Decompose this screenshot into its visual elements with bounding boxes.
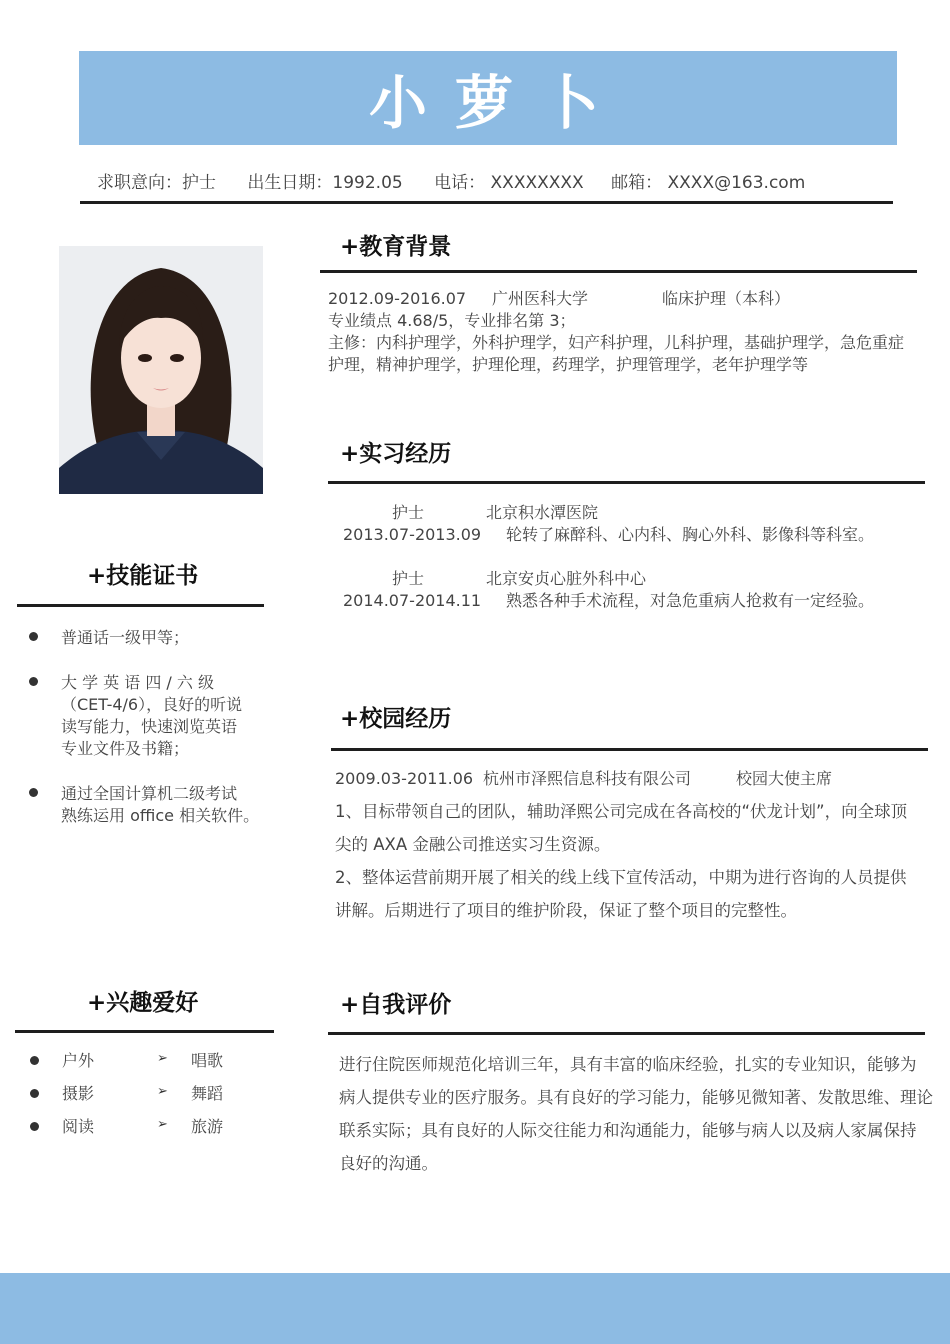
skill-3-line2: 熟练运用 office 相关软件。 (61, 806, 260, 825)
campus-org: 杭州市泽熙信息科技有限公司 (483, 769, 692, 788)
email: 邮箱： XXXX@163.com (611, 173, 806, 193)
skills-heading: +技能证书 (87, 563, 199, 589)
education-period: 2012.09-2016.07 (328, 289, 467, 308)
phone: 电话： XXXXXXXX (434, 173, 584, 193)
dot-bullet-icon (29, 632, 38, 641)
campus-p1-line2: 尖的 AXA 金融公司推送实习生资源。 (335, 835, 611, 854)
profile-photo (59, 246, 263, 494)
name-banner (79, 51, 897, 145)
internship-2-desc: 熟悉各种手术流程，对急危重病人抢救有一定经验。 (506, 591, 875, 610)
education-major: 临床护理（本科） (662, 289, 791, 308)
self-eval-heading: +自我评价 (340, 992, 452, 1018)
dot-bullet-icon (29, 677, 38, 686)
portrait-image (59, 246, 263, 494)
contact-info-row (97, 168, 831, 193)
internship-2-period: 2014.07-2014.11 (343, 591, 482, 610)
internship-1-desc: 轮转了麻醉科、心内科、胸心外科、影像科等科室。 (506, 525, 875, 544)
skill-2-line4: 专业文件及书籍； (61, 739, 190, 758)
internship-1-role: 护士 (392, 503, 425, 522)
skill-3-line1: 通过全国计算机二级考试 (61, 784, 238, 803)
footer-band (0, 1273, 950, 1344)
internship-2-role: 护士 (392, 569, 425, 588)
campus-heading: +校园经历 (340, 706, 452, 732)
skill-2-line3: 读写能力，快速浏览英语 (61, 717, 238, 736)
education-gpa: 专业绩点 4.68/5，专业排名第 3； (328, 311, 576, 330)
internship-divider (328, 481, 925, 484)
education-courses-line1: 主修：内科护理学，外科护理学，妇产科护理，儿科护理，基础护理学，急危重症 (328, 333, 905, 352)
candidate-name: 小萝卜 (368, 69, 627, 137)
education-divider (320, 270, 917, 273)
skill-1: 普通话一级甲等； (61, 628, 190, 647)
education-heading: +教育背景 (340, 234, 452, 260)
hobbies-divider (15, 1030, 274, 1033)
header-divider (80, 201, 893, 204)
skill-2-line1: 大 学 英 语 四 / 六 级 (61, 673, 214, 692)
dot-bullet-icon (29, 788, 38, 797)
campus-p2-line2: 讲解。后期进行了项目的维护阶段，保证了整个项目的完整性。 (335, 901, 797, 920)
self-eval-line3: 联系实际；具有良好的人际交往能力和沟通能力，能够与病人以及病人家属保持 (339, 1121, 917, 1140)
dot-bullet-icon (30, 1056, 39, 1065)
campus-p1-line1: 1、目标带领自己的团队，辅助泽熙公司完成在各高校的“伏龙计划”，向全球顶 (335, 802, 908, 821)
arrow-bullet-icon: ➢ (157, 1051, 168, 1066)
self-eval-line1: 进行住院医师规范化培训三年，具有丰富的临床经验，扎实的专业知识，能够为 (339, 1055, 917, 1074)
internship-heading: +实习经历 (340, 441, 452, 467)
skills-divider (17, 604, 264, 607)
hobby-reading: 阅读 (62, 1117, 95, 1136)
skill-2-line2: （CET-4/6），良好的听说 (61, 695, 243, 714)
hobby-travel: 旅游 (191, 1117, 224, 1136)
job-intent: 求职意向：护士 (97, 173, 216, 193)
self-eval-line4: 良好的沟通。 (339, 1154, 438, 1173)
education-courses-line2: 护理，精神护理学，护理伦理，药理学，护理管理学，老年护理学等 (328, 355, 809, 374)
campus-period: 2009.03-2011.06 (335, 769, 474, 788)
campus-p2-line1: 2、整体运营前期开展了相关的线上线下宣传活动，中期为进行咨询的人员提供 (335, 868, 907, 887)
arrow-bullet-icon: ➢ (157, 1117, 168, 1132)
self-eval-line2: 病人提供专业的医疗服务。具有良好的学习能力，能够见微知著、发散思维、理论 (339, 1088, 933, 1107)
self-eval-divider (328, 1032, 925, 1035)
hobby-outdoor: 户外 (62, 1051, 95, 1070)
internship-2-org: 北京安贞心脏外科中心 (486, 569, 647, 588)
arrow-bullet-icon: ➢ (157, 1084, 168, 1099)
hobby-dancing: 舞蹈 (191, 1084, 224, 1103)
birth-date: 出生日期：1992.05 (247, 173, 403, 193)
hobbies-heading: +兴趣爱好 (87, 990, 199, 1016)
dot-bullet-icon (30, 1089, 39, 1098)
campus-role: 校园大使主席 (736, 769, 833, 788)
campus-divider (331, 748, 928, 751)
dot-bullet-icon (30, 1122, 39, 1131)
internship-1-period: 2013.07-2013.09 (343, 525, 482, 544)
hobby-singing: 唱歌 (191, 1051, 224, 1070)
internship-1-org: 北京积水潭医院 (486, 503, 599, 522)
hobby-photography: 摄影 (62, 1084, 95, 1103)
education-school: 广州医科大学 (492, 289, 589, 308)
